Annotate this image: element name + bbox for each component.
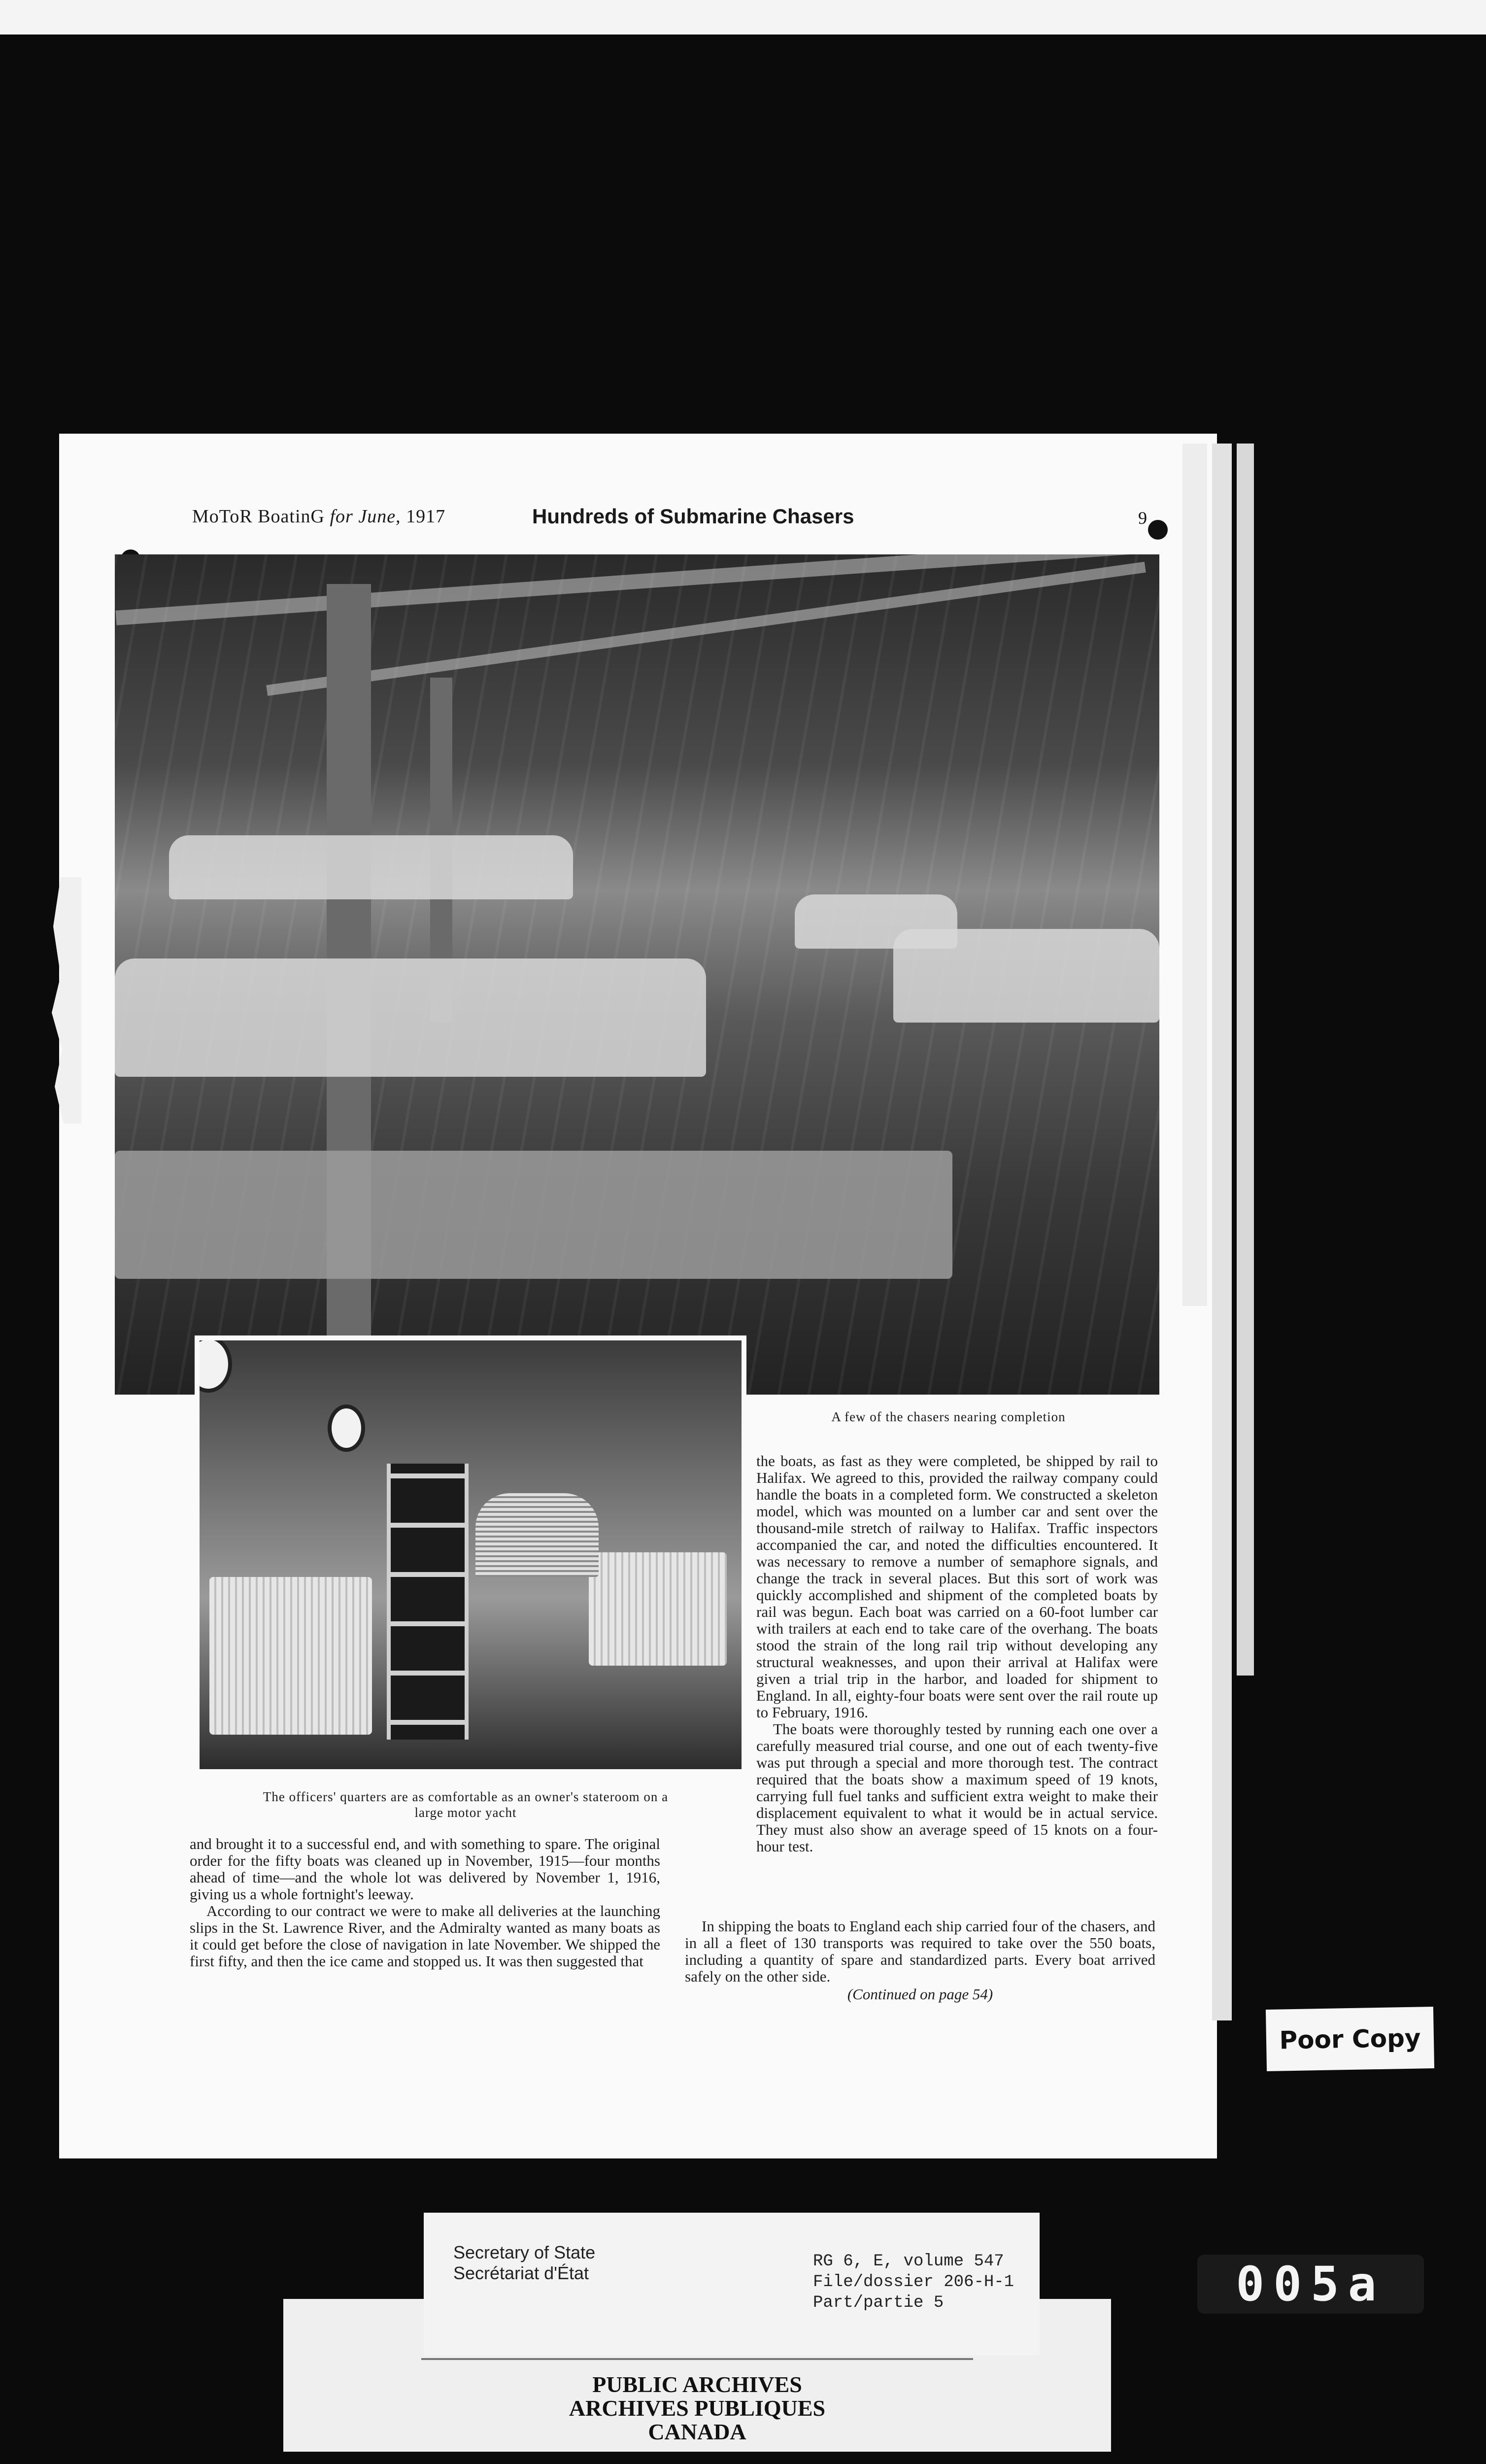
chasers-photo [115, 554, 1159, 1395]
page-header [192, 503, 1151, 532]
archive-name-en: PUBLIC ARCHIVES [592, 2372, 802, 2397]
divider [421, 2358, 973, 2360]
continued-note: (Continued on page 54) [847, 1985, 993, 2003]
right-column-bottom [685, 1918, 1155, 2003]
boat-hull [115, 958, 706, 1077]
boat-hull [169, 835, 573, 899]
page-edge-right-3 [1237, 444, 1254, 1676]
archive-name-fr: ARCHIVES PUBLIQUES [569, 2396, 826, 2421]
boat-hull [795, 894, 957, 949]
page-number: 9 [1138, 508, 1147, 528]
page-edge-right-1 [1182, 444, 1207, 1306]
record-group: RG 6, E, volume 547 [813, 2252, 1004, 2271]
paragraph: In shipping the boats to England each ship carried four of the chasers, and in all a fleet of 130 transports was required to take over the 550 boats, including a quantity of spare and standardized parts. Every boat arrived safely on the other side. [685, 1917, 1155, 1985]
issue-year: 1917 [406, 506, 446, 527]
frame-counter-value: 005a [1236, 2257, 1385, 2312]
ladder [387, 1464, 469, 1740]
paragraph: The boats were thoroughly tested by running each one over a carefully measured trial course, and one out of each twenty-five was put through a special and more thorough test. The contract required that the boats show a maximum speed of 19 knots, carrying full fuel tanks and sufficient extra weight to make their displacement equivalent to what it would be in actual service. They must also show an average speed of 15 knots on a four-hour test. [756, 1720, 1158, 1855]
paragraph: the boats, as fast as they were completed, be shipped by rail to Halifax. We agreed to this, provided the railway company could handle the boats in a completed form. We constructed a skeleton model, which was mounted on a lumber car and sent over the thousand-mile stretch of railway to Halifax. Traffic inspectors accompanied the car, and noted the difficulties encountered. It was necessary to remove a number of semaphore signals, and change the track in several places. But this sort of work was quickly accomplished and shipment of the completed boats by rail was begun. Each boat was carried on a 60-foot lumber car with trailers at each end to take care of the overhang. The boats stood the strain of the long rail trip without developing any structural weaknesses, and upon their arrival at Halifax were given a trial trip in the harbor, and loaded for shipment to England. In all, eighty-four boats were sent over the rail route up to February, 1916. [756, 1452, 1158, 1721]
magazine-title [192, 506, 445, 527]
magazine-name: MoToR BoatinG [192, 506, 325, 527]
inset-caption-line: The officers' quarters are as comfortable as an owner's stateroom on a [263, 1789, 669, 1804]
inset-caption-line: large motor yacht [414, 1805, 517, 1820]
department-fr: Secrétariat d'État [453, 2263, 589, 2283]
archive-stamp-top [424, 2213, 1040, 2356]
paragraph: and brought it to a successful end, and with something to spare. The original order for the fifty boats was cleaned up in November, 1915—four months ahead of time—and the whole lot was delivered by November 1, 1916, giving us a whole fortnight's leeway. [190, 1835, 660, 1903]
film-top-strip [0, 0, 1486, 34]
boat-deck [115, 1151, 952, 1279]
archive-country: CANADA [648, 2419, 746, 2444]
part-number: Part/partie 5 [813, 2293, 944, 2312]
paragraph: According to our contract we were to make all deliveries at the launching slips in the St. Lawrence River, and the Admiralty wanted as many boats as it could get before the close of navigation in late November. We shipped the first fifty, and then the ice came and stopped us. It was then suggested that [190, 1902, 660, 1970]
inset-photo-caption [187, 1789, 744, 1820]
porthole [328, 1404, 365, 1452]
department-en: Secretary of State [453, 2242, 596, 2262]
file-reference [813, 2251, 1014, 2313]
rolltop-desk [475, 1493, 599, 1577]
issue-month: June, [358, 506, 401, 527]
department-label [453, 2242, 595, 2284]
page-edge-right-2 [1212, 444, 1232, 2020]
porthole [195, 1335, 232, 1393]
left-column [190, 1836, 660, 1970]
poor-copy-label: Poor Copy [1266, 2007, 1434, 2071]
file-number: File/dossier 206-H-1 [813, 2273, 1014, 2292]
hole-punch-right [1148, 520, 1168, 540]
article-title: Hundreds of Submarine Chasers [532, 505, 854, 528]
frame-counter [1197, 2255, 1424, 2314]
right-column [756, 1453, 1158, 1855]
officers-quarters-photo [195, 1335, 746, 1774]
berth-right [589, 1552, 727, 1666]
for-word: for [330, 506, 353, 527]
main-photo-caption: A few of the chasers nearing completion [831, 1409, 1066, 1424]
berth-left [209, 1577, 372, 1735]
torn-left-edge [52, 877, 81, 1124]
archive-name [283, 2373, 1111, 2444]
